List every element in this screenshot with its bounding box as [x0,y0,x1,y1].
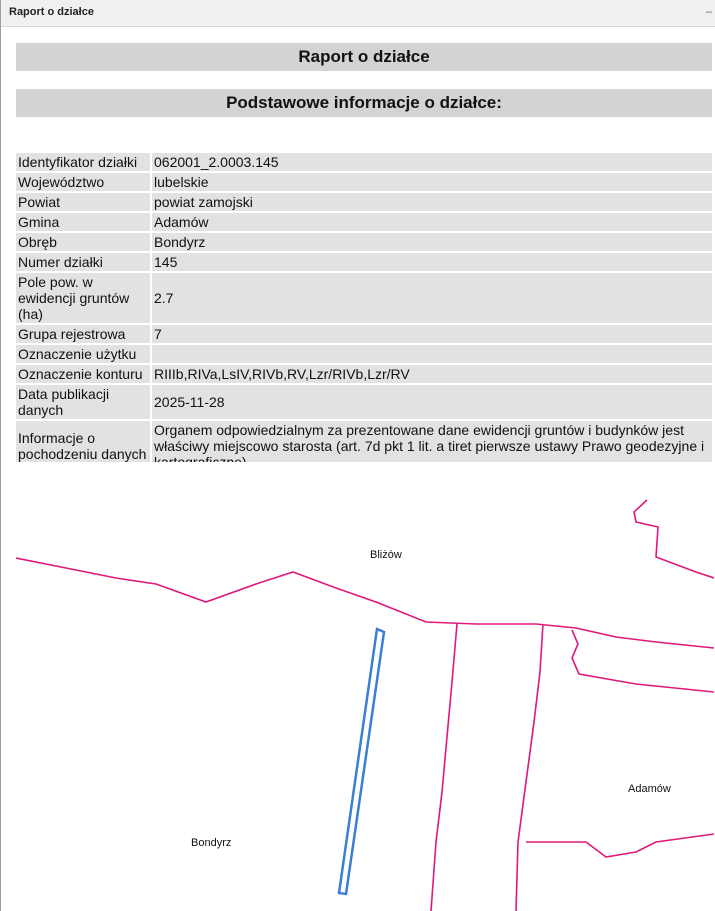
info-value: Organem odpowiedzialnym za prezentowane dane ewidencji gruntów i budynków jest właściwy miejscowo starosta (art. 7d pkt 1 lit. a tiret pierwsze ustawy Prawo geodezyjne i [152,421,712,471]
report-content [1,27,714,911]
info-value: Bondyrz [152,233,712,251]
info-row [16,345,712,363]
info-key: Pole pow. w ewidencji gruntów (ha) [16,273,152,323]
info-key: Obręb [16,233,152,251]
info-row [16,213,712,231]
info-value: RIIIb,RIVa,LsIV,RIVb,RV,Lzr/RIVb,Lzr/RV [152,365,712,383]
info-key: Powiat [16,193,152,211]
map-label-bondyrz: Bondyrz [191,837,232,849]
info-row [16,273,712,323]
info-key: Grupa rejestrowa [16,325,152,343]
minimize-icon[interactable]: – [705,6,713,18]
info-row [16,173,712,191]
info-value: 2.7 [152,273,712,323]
info-row [16,253,712,271]
info-key: Oznaczenie konturu [16,365,152,383]
parcel-map[interactable] [16,462,714,911]
section-title: Podstawowe informacje o działce: [16,89,712,117]
info-value [152,345,712,363]
info-value: 7 [152,325,712,343]
info-key: Informacje o pochodzeniu danych [16,421,152,471]
info-value: Adamów [152,213,712,231]
parcel-info-table [16,151,712,473]
info-row [16,153,712,171]
info-row [16,233,712,251]
info-value: 145 [152,253,712,271]
info-key: Data publikacji danych [16,385,152,419]
map-label-blizow: Bliżów [370,549,402,561]
info-row [16,385,712,419]
info-key: Gmina [16,213,152,231]
info-key: Numer działki [16,253,152,271]
report-title: Raport o działce [16,43,712,71]
info-key: Identyfikator działki [16,153,152,171]
info-key: Województwo [16,173,152,191]
info-row [16,193,712,211]
info-row [16,325,712,343]
info-row [16,365,712,383]
window-titlebar[interactable] [1,0,715,27]
info-key: Oznaczenie użytku [16,345,152,363]
info-value: 062001_2.0003.145 [152,153,712,171]
info-value: 2025-11-28 [152,385,712,419]
map-background [16,462,714,911]
info-value: powiat zamojski [152,193,712,211]
info-value: lubelskie [152,173,712,191]
window-title: Raport o działce [9,6,94,18]
map-label-adamow: Adamów [628,783,671,795]
